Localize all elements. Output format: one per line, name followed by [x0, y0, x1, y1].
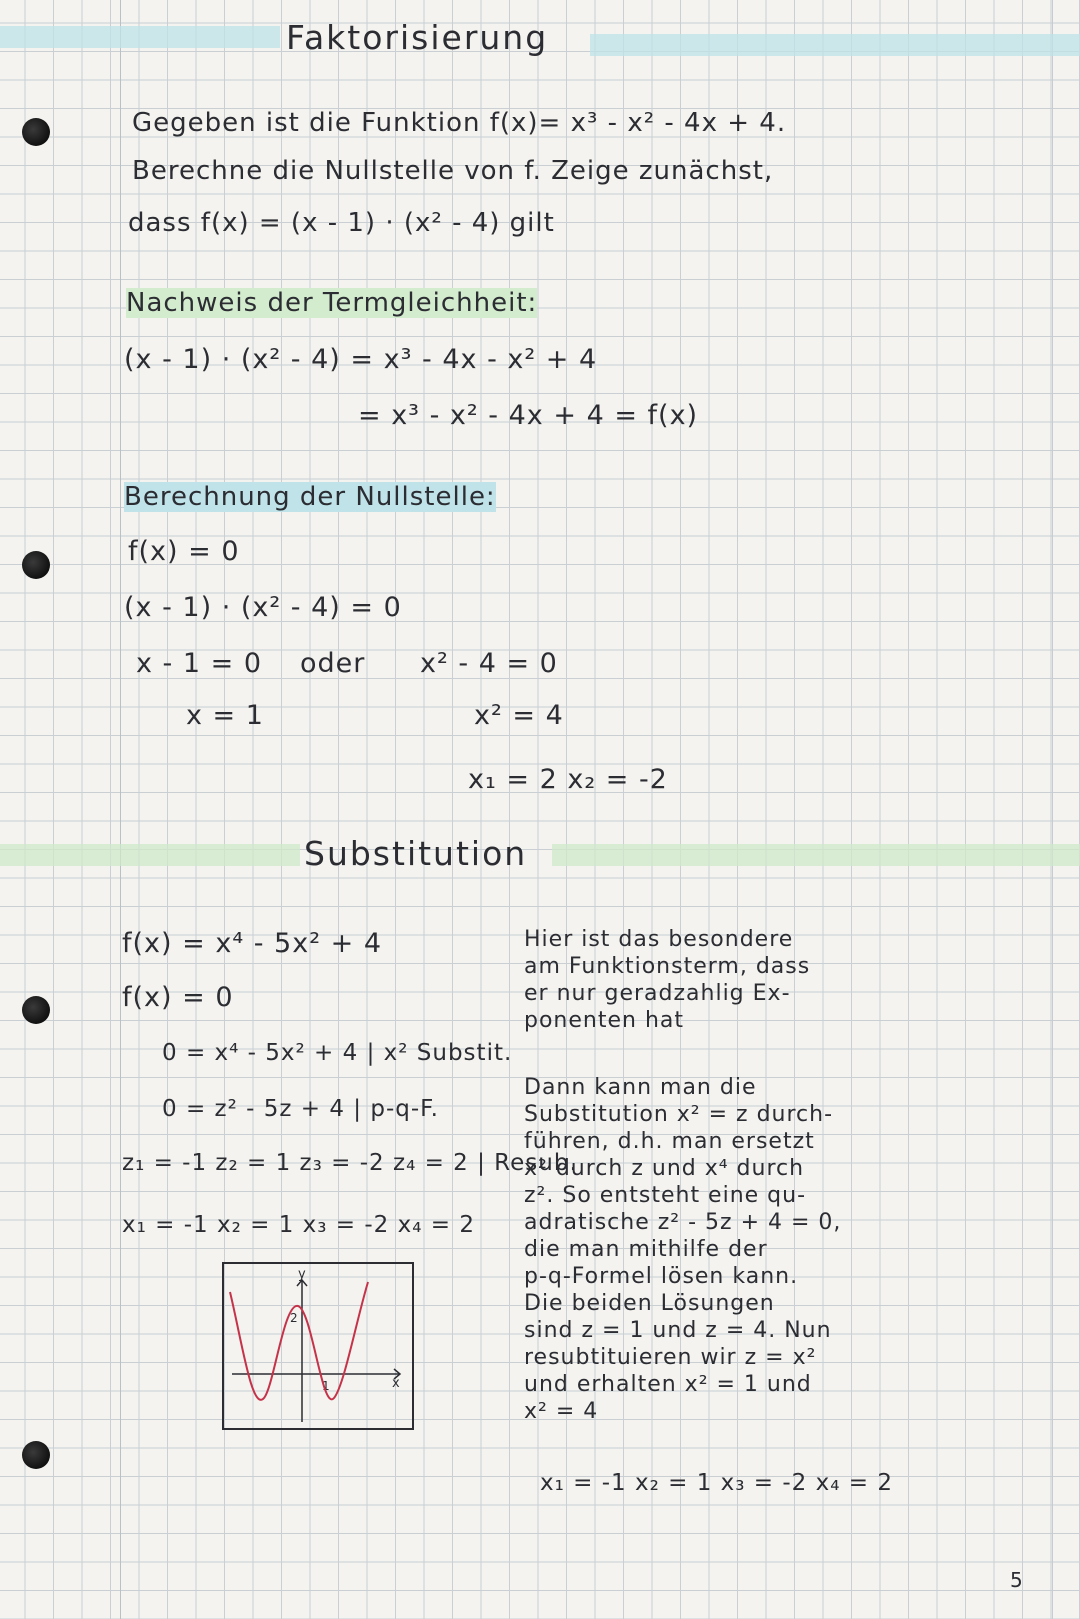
- zeros-or: oder: [300, 648, 366, 679]
- proof-heading-text: Nachweis der Termgleichheit:: [126, 288, 538, 318]
- x-axis-label: x: [392, 1376, 400, 1391]
- zeros-line-2: (x - 1) · (x² - 4) = 0: [124, 592, 402, 623]
- section-title-substitution: Substitution: [304, 834, 528, 873]
- graph-frame: [223, 1263, 413, 1429]
- proof-line-2: = x³ - x² - 4x + 4 = f(x): [358, 400, 699, 431]
- proof-heading: [126, 288, 537, 318]
- right-border-line: [1052, 0, 1053, 1619]
- punch-hole: [22, 118, 50, 146]
- punch-hole: [22, 996, 50, 1024]
- y-axis-label: y: [298, 1267, 306, 1282]
- zeros-result-final: x₁ = 2 x₂ = -2: [468, 764, 668, 795]
- zeros-result-left: x = 1: [186, 700, 264, 731]
- explanation-line: Substitution x² = z durch-: [524, 1102, 834, 1127]
- explanation-line: und erhalten x² = 1 und: [524, 1372, 812, 1397]
- proof-line-1: (x - 1) · (x² - 4) = x³ - 4x - x² + 4: [124, 344, 598, 375]
- explanation-line: resubtituieren wir z = x²: [524, 1345, 817, 1370]
- sub-line-6: x₁ = -1 x₂ = 1 x₃ = -2 x₄ = 2: [122, 1212, 475, 1238]
- explanation-line: p-q-Formel lösen kann.: [524, 1264, 799, 1289]
- title-highlight-right: [590, 34, 1080, 56]
- sub-line-4: 0 = z² - 5z + 4 | p-q-F.: [162, 1096, 439, 1122]
- explanation-line: z². So entsteht eine qu-: [524, 1183, 807, 1208]
- task-line-1: Gegeben ist die Funktion f(x)= x³ - x² - 4x + 4.: [132, 108, 787, 138]
- note-line: er nur geradzahlig Ex-: [524, 981, 791, 1006]
- y-tick-label: 2: [290, 1311, 298, 1325]
- explanation-line: führen, d.h. man ersetzt: [524, 1129, 815, 1154]
- explanation-line: sind z = 1 und z = 4. Nun: [524, 1318, 832, 1343]
- explanation-text: [524, 1074, 841, 1425]
- punch-hole: [22, 1441, 50, 1469]
- title-highlight-right: [552, 844, 1080, 866]
- note-line: Hier ist das besondere: [524, 927, 794, 952]
- function-curve: [230, 1282, 368, 1400]
- zeros-case-left: x - 1 = 0: [136, 648, 263, 679]
- section-title-factorization: Faktorisierung: [286, 18, 549, 57]
- explanation-line: x² = 4: [524, 1399, 599, 1424]
- explanation-line: adratische z² - 5z + 4 = 0,: [524, 1210, 842, 1235]
- final-solutions: x₁ = -1 x₂ = 1 x₃ = -2 x₄ = 2: [540, 1470, 893, 1496]
- note-text: [524, 926, 810, 1034]
- punch-hole: [22, 551, 50, 579]
- task-line-2: Berechne die Nullstelle von f. Zeige zunächst,: [132, 156, 774, 186]
- explanation-line: die man mithilfe der: [524, 1237, 768, 1262]
- explanation-line: x² durch z und x⁴ durch: [524, 1156, 805, 1181]
- note-line: am Funktionsterm, dass: [524, 954, 811, 979]
- zeros-line-1: f(x) = 0: [128, 536, 240, 567]
- sub-line-1: f(x) = x⁴ - 5x² + 4: [122, 928, 382, 959]
- page-number: 5: [1010, 1568, 1024, 1592]
- title-highlight-left: [0, 26, 280, 48]
- graph-sketch: [222, 1262, 414, 1430]
- x-tick-label: 1: [322, 1379, 330, 1393]
- sub-line-2: f(x) = 0: [122, 982, 234, 1013]
- zeros-heading-text: Berechnung der Nullstelle:: [124, 482, 496, 512]
- explanation-line: Dann kann man die: [524, 1075, 757, 1100]
- sub-line-5: z₁ = -1 z₂ = 1 z₃ = -2 z₄ = 2 | Resub.: [122, 1150, 578, 1176]
- explanation-line: Die beiden Lösungen: [524, 1291, 775, 1316]
- sub-line-3: 0 = x⁴ - 5x² + 4 | x² Substit.: [162, 1040, 513, 1066]
- zeros-heading: [124, 482, 496, 512]
- task-line-3: dass f(x) = (x - 1) · (x² - 4) gilt: [128, 208, 555, 238]
- note-line: ponenten hat: [524, 1008, 684, 1033]
- zeros-result-right: x² = 4: [474, 700, 564, 731]
- title-highlight-left: [0, 844, 300, 866]
- margin-line: [120, 0, 121, 1619]
- zeros-case-right: x² - 4 = 0: [420, 648, 558, 679]
